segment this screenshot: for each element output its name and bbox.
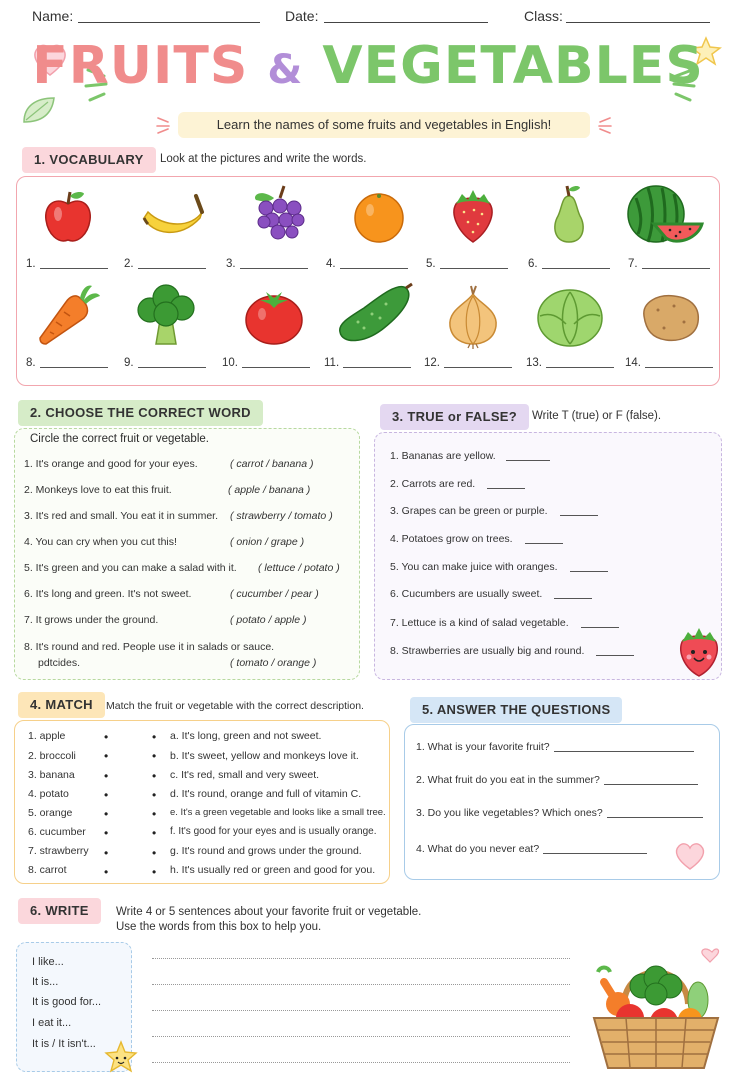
true-false-box — [374, 432, 722, 680]
answer-item-3: 3. Do you like vegetables? Which ones? — [416, 807, 703, 819]
name-field[interactable] — [78, 22, 260, 23]
word-2: It is... — [32, 976, 59, 988]
title-fruits: FRUITS — [32, 36, 249, 96]
carrot-icon — [36, 282, 102, 348]
match-right-b: b. It's sweet, yellow and monkeys love it. — [170, 750, 359, 762]
section4-tab: 4. MATCH — [18, 692, 105, 718]
tf-answer-8[interactable] — [596, 655, 634, 656]
write-line-1[interactable] — [152, 958, 570, 959]
name-label: Name: — [32, 8, 74, 24]
choose-question-8-cont: pdtcides. — [38, 657, 81, 669]
class-field[interactable] — [566, 22, 710, 23]
match-right-h: h. It's usually red or green and good for you. — [170, 864, 376, 876]
vocab-item-7[interactable]: 7. — [628, 258, 710, 270]
match-right-c: c. It's red, small and very sweet. — [170, 769, 320, 781]
match-left-4: 4. potato — [28, 788, 69, 800]
write-line-4[interactable] — [152, 1036, 570, 1037]
choose-question-4: 4. You can cry when you cut this! — [24, 536, 177, 548]
answer-line-2[interactable] — [604, 784, 698, 785]
choose-options-4[interactable]: ( onion / grape ) — [230, 536, 305, 548]
choose-options-2[interactable]: ( apple / banana ) — [228, 484, 311, 496]
match-left-dots[interactable]: • • • • • • • • — [104, 730, 109, 880]
section2-instruction: Circle the correct fruit or vegetable. — [30, 433, 209, 445]
match-left-6: 6. cucumber — [28, 826, 86, 838]
section3-instruction: Write T (true) or F (false). — [532, 410, 662, 422]
choose-question-5: 5. It's green and you can make a salad with it. — [24, 562, 237, 574]
match-right-e: e. It's a green vegetable and looks like a small tree. — [170, 807, 386, 818]
choose-options-6[interactable]: ( cucumber / pear ) — [230, 588, 319, 600]
match-right-d: d. It's round, orange and full of vitamin C. — [170, 788, 362, 800]
tf-answer-7[interactable] — [581, 627, 619, 628]
match-left-3: 3. banana — [28, 769, 75, 781]
word-5: It is / It isn't... — [32, 1038, 96, 1050]
tf-item-5: 5. You can make juice with oranges. — [390, 561, 608, 573]
match-left-5: 5. orange — [28, 807, 73, 819]
choose-options-8[interactable]: ( tomato / orange ) — [230, 657, 317, 669]
answer-item-2: 2. What fruit do you eat in the summer? — [416, 774, 698, 786]
potato-icon — [638, 292, 702, 344]
tf-answer-3[interactable] — [560, 515, 598, 516]
vocab-item-12[interactable]: 12. — [424, 357, 512, 369]
leaf-icon — [20, 94, 58, 126]
choose-question-8: 8. It's round and red. People use it in salads or sauce. — [24, 641, 275, 653]
tf-answer-1[interactable] — [506, 460, 550, 461]
apple-icon — [40, 188, 96, 246]
answer-item-1: 1. What is your favorite fruit? — [416, 741, 694, 753]
tf-answer-6[interactable] — [554, 598, 592, 599]
section6-instruction-2: Use the words from this box to help you. — [116, 921, 322, 933]
vocab-item-1[interactable]: 1. — [26, 258, 108, 270]
match-right-a: a. It's long, green and not sweet. — [170, 730, 322, 742]
match-left-1: 1. apple — [28, 730, 66, 742]
section6-instruction-1: Write 4 or 5 sentences about your favorite fruit or vegetable. — [116, 906, 422, 918]
dash-left-icon — [154, 114, 172, 136]
vocab-item-8[interactable]: 8. — [26, 357, 108, 369]
choose-question-7: 7. It grows under the ground. — [24, 614, 159, 626]
pear-icon — [546, 182, 592, 246]
write-line-2[interactable] — [152, 984, 570, 985]
match-right-dots[interactable]: • • • • • • • • — [152, 730, 157, 880]
section1-instruction: Look at the pictures and write the words. — [160, 153, 367, 165]
choose-options-7[interactable]: ( potato / apple ) — [230, 614, 307, 626]
heart-small-icon — [672, 840, 708, 872]
match-box — [14, 720, 390, 884]
date-field[interactable] — [324, 22, 488, 23]
banana-icon — [138, 188, 206, 244]
section4-instruction: Match the fruit or vegetable with the correct description. — [106, 700, 364, 712]
tf-item-8: 8. Strawberries are usually big and round. — [390, 645, 634, 657]
match-left-7: 7. strawberry — [28, 845, 89, 857]
word-1: I like... — [32, 956, 64, 968]
class-label: Class: — [524, 8, 563, 24]
tf-item-1: 1. Bananas are yellow. — [390, 450, 550, 462]
tf-item-4: 4. Potatoes grow on trees. — [390, 533, 563, 545]
answer-item-4: 4. What do you never eat? — [416, 843, 647, 855]
page-title — [0, 36, 736, 96]
answer-line-4[interactable] — [543, 853, 647, 854]
tf-answer-4[interactable] — [525, 543, 563, 544]
answer-line-3[interactable] — [607, 817, 703, 818]
cabbage-icon — [536, 286, 604, 348]
dash-right-icon — [596, 114, 614, 136]
answer-line-1[interactable] — [554, 751, 694, 752]
onion-icon — [446, 284, 500, 350]
choose-question-1: 1. It's orange and good for your eyes. — [24, 458, 198, 470]
subtitle: Learn the names of some fruits and vegetables in English! — [178, 112, 590, 138]
section3-tab: 3. TRUE or FALSE? — [380, 404, 529, 430]
match-right-f: f. It's good for your eyes and is usually orange. — [170, 826, 377, 837]
date-label: Date: — [285, 8, 319, 24]
tf-item-7: 7. Lettuce is a kind of salad vegetable. — [390, 617, 619, 629]
match-left-8: 8. carrot — [28, 864, 67, 876]
title-vegetables: VEGETABLES — [322, 36, 704, 96]
grapes-icon — [250, 184, 310, 246]
word-3: It is good for... — [32, 996, 102, 1008]
match-right-g: g. It's round and grows under the ground. — [170, 845, 362, 857]
tf-answer-5[interactable] — [570, 571, 608, 572]
word-4: I eat it... — [32, 1017, 72, 1029]
choose-options-3[interactable]: ( strawberry / tomato ) — [230, 510, 333, 522]
strawberry-icon — [448, 184, 498, 246]
tf-item-3: 3. Grapes can be green or purple. — [390, 505, 598, 517]
section6-tab: 6. WRITE — [18, 898, 101, 924]
choose-question-6: 6. It's long and green. It's not sweet. — [24, 588, 192, 600]
choose-question-2: 2. Monkeys love to eat this fruit. — [24, 484, 172, 496]
cucumber-icon — [334, 282, 416, 348]
tf-answer-2[interactable] — [487, 488, 525, 489]
vocab-item-9[interactable]: 9. — [124, 357, 206, 369]
watermelon-icon — [626, 184, 704, 246]
vocab-item-13[interactable]: 13. — [526, 357, 614, 369]
match-left-2: 2. broccoli — [28, 750, 76, 762]
section1-tab: 1. VOCABULARY — [22, 147, 156, 173]
vocab-item-3[interactable]: 3. — [226, 258, 308, 270]
tf-item-6: 6. Cucumbers are usually sweet. — [390, 588, 592, 600]
vocab-item-11[interactable]: 11. — [324, 357, 411, 369]
choose-options-1[interactable]: ( carrot / banana ) — [230, 458, 314, 470]
vocab-item-14[interactable]: 14. — [625, 357, 713, 369]
section2-tab: 2. CHOOSE THE CORRECT WORD — [18, 400, 263, 426]
choose-options-5[interactable]: ( lettuce / potato ) — [258, 562, 340, 574]
vocab-item-10[interactable]: 10. — [222, 357, 310, 369]
choose-question-3: 3. It's red and small. You eat it in summer. — [24, 510, 219, 522]
vegetable-basket-icon — [586, 942, 726, 1074]
vocab-item-5[interactable]: 5. — [426, 258, 508, 270]
write-line-3[interactable] — [152, 1010, 570, 1011]
star-mascot-icon — [104, 1040, 138, 1074]
vocab-item-2[interactable]: 2. — [124, 258, 206, 270]
tomato-icon — [244, 288, 304, 346]
tf-item-2: 2. Carrots are red. — [390, 478, 525, 490]
write-line-5[interactable] — [152, 1062, 570, 1063]
vocab-item-4[interactable]: 4. — [326, 258, 408, 270]
orange-icon — [352, 188, 406, 244]
broccoli-icon — [134, 282, 200, 348]
section5-tab: 5. ANSWER THE QUESTIONS — [410, 697, 622, 723]
vocab-item-6[interactable]: 6. — [528, 258, 610, 270]
title-ampersand: & — [267, 47, 304, 93]
strawberry-mascot-icon — [676, 626, 722, 678]
